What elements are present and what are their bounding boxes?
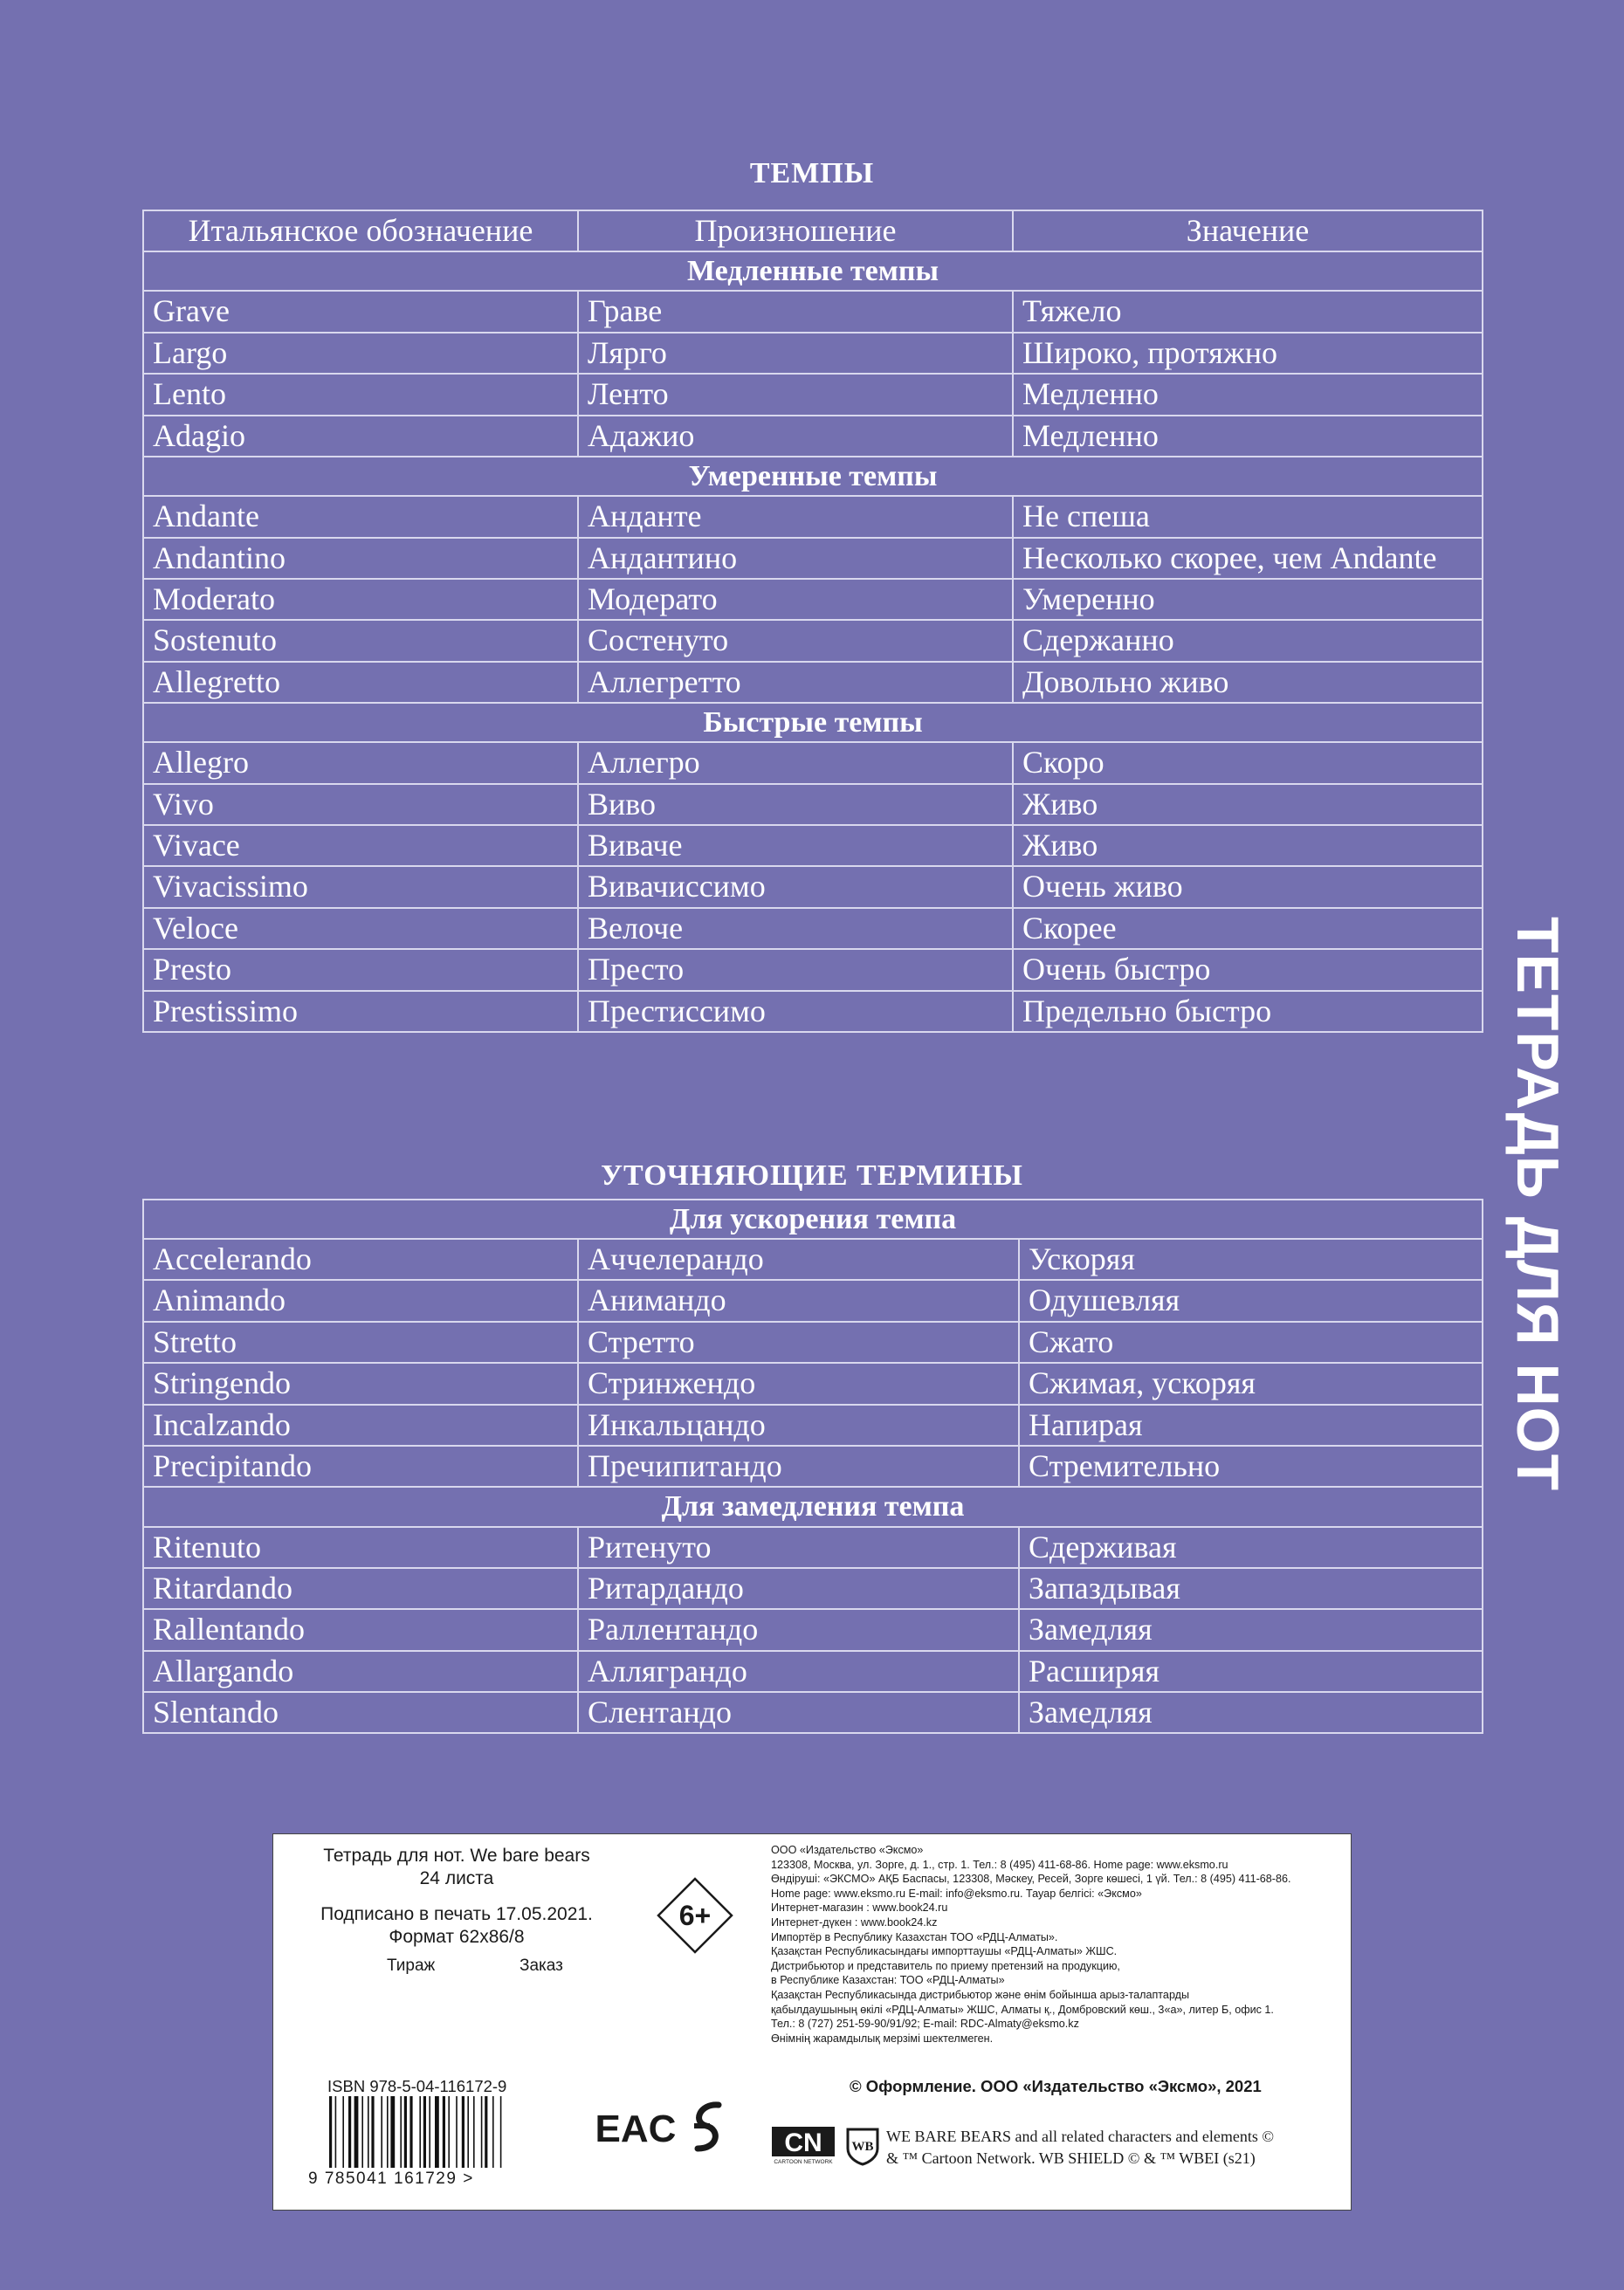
meaning: Сжимая, ускоряя	[1019, 1363, 1483, 1404]
pronunciation: Слентандо	[578, 1692, 1019, 1733]
copyright-line: © Оформление. ООО «Издательство «Эксмо», 2021	[850, 2077, 1262, 2095]
meaning: Скорее	[1013, 908, 1483, 949]
table-row	[143, 1651, 1483, 1692]
publisher-line: Қазақстан Республикасындағы импорттаушы «РДЦ-Алматы» ЖШС.	[771, 1945, 1118, 1958]
meaning: Сдерживая	[1019, 1527, 1483, 1568]
pronunciation: Состенуто	[578, 620, 1013, 661]
meaning: Стремительно	[1019, 1446, 1483, 1487]
license-line-1: WE BARE BEARS and all related characters and elements ©	[886, 2128, 1275, 2145]
table-row	[143, 579, 1483, 620]
terms-title: УТОЧНЯЮЩИЕ ТЕРМИНЫ	[601, 1159, 1023, 1192]
table-row	[143, 620, 1483, 661]
italian-term: Allegro	[143, 742, 578, 783]
tempos-table	[142, 210, 1483, 1033]
table-row	[143, 291, 1483, 332]
italian-term: Incalzando	[143, 1405, 578, 1446]
meaning: Одушевляя	[1019, 1280, 1483, 1321]
meaning: Ускоряя	[1019, 1239, 1483, 1280]
meaning: Напирая	[1019, 1405, 1483, 1446]
publisher-line: Интернет-дүкен : www.book24.kz	[771, 1916, 938, 1929]
pronunciation: Велоче	[578, 908, 1013, 949]
meaning: Довольно живо	[1013, 662, 1483, 703]
publisher-line: Өндіруші: «ЭКСМО» АҚБ Баспасы, 123308, Мәскеу, Ресей, Зорге көшесі, 1 үй. Тел.: 8 (495) 411-68-86.	[771, 1873, 1291, 1886]
eac-mark-icon	[595, 2098, 677, 2154]
pronunciation: Аччелерандо	[578, 1239, 1019, 1280]
group-heading: Медленные темпы	[143, 251, 1483, 291]
table-row	[143, 784, 1483, 825]
italian-term: Andante	[143, 496, 578, 537]
wb-shield-text: WB	[851, 2140, 874, 2154]
meaning: Широко, протяжно	[1013, 333, 1483, 374]
italian-term: Precipitando	[143, 1446, 578, 1487]
publisher-line: Қазақстан Республикасында дистрибьютор және өнім бойынша арыз-талаптарды	[771, 1989, 1190, 2002]
italian-term: Sostenuto	[143, 620, 578, 661]
table-row	[143, 496, 1483, 537]
group-row	[143, 703, 1483, 742]
italian-term: Moderato	[143, 579, 578, 620]
barcode-icon	[327, 2096, 554, 2180]
italian-term: Rallentando	[143, 1609, 578, 1650]
group-heading: Умеренные темпы	[143, 457, 1483, 496]
table-row	[143, 1527, 1483, 1568]
cn-logo-text: CN	[784, 2128, 822, 2157]
tirazh-label: Тираж	[387, 1956, 436, 1975]
italian-term: Lento	[143, 374, 578, 415]
cn-logo-sublabel: CARTOON NETWORK	[774, 2159, 833, 2165]
header-italian: Итальянское обозначение	[143, 210, 578, 251]
tempos-title: ТЕМПЫ	[749, 157, 875, 189]
publisher-line: Тел.: 8 (727) 251-59-90/91/92; E-mail: RDC-Almaty@eksmo.kz	[771, 2018, 1079, 2031]
meaning: Очень быстро	[1013, 949, 1483, 990]
barcode-number: 9 785041 161729 >	[308, 2170, 474, 2188]
pronunciation: Адажио	[578, 416, 1013, 457]
terms-table	[142, 1199, 1483, 1734]
italian-term: Veloce	[143, 908, 578, 949]
meaning: Замедляя	[1019, 1692, 1483, 1733]
table-row	[143, 825, 1483, 866]
cartoon-network-logo-icon	[771, 2126, 836, 2164]
italian-term: Slentando	[143, 1692, 578, 1733]
italian-term: Adagio	[143, 416, 578, 457]
meaning: Живо	[1013, 825, 1483, 866]
meaning: Умеренно	[1013, 579, 1483, 620]
pronunciation: Граве	[578, 291, 1013, 332]
italian-term: Andantino	[143, 538, 578, 579]
eac-mark-text: EAC	[595, 2108, 677, 2150]
group-row	[143, 1487, 1483, 1526]
italian-term: Accelerando	[143, 1239, 578, 1280]
signed-date: Подписано в печать 17.05.2021.	[320, 1903, 593, 1924]
pronunciation: Стринжендо	[578, 1363, 1019, 1404]
isbn: ISBN 978-5-04-116172-9	[327, 2077, 507, 2095]
publisher-line: Home page: www.eksmo.ru E-mail: info@eksmo.ru. Тауар белгісі: «Эксмо»	[771, 1887, 1142, 1900]
pronunciation: Пречипитандо	[578, 1446, 1019, 1487]
italian-term: Stretto	[143, 1322, 578, 1363]
italian-term: Grave	[143, 291, 578, 332]
table-row	[143, 1363, 1483, 1404]
table-row	[143, 866, 1483, 907]
italian-term: Vivacissimo	[143, 866, 578, 907]
table-row	[143, 908, 1483, 949]
publisher-line: Өнімнің жарамдылық мерзімі шектелмеген.	[771, 2032, 994, 2045]
italian-term: Vivo	[143, 784, 578, 825]
publisher-line: в Республике Казахстан: ТОО «РДЦ-Алматы»	[771, 1974, 1005, 1987]
italian-term: Animando	[143, 1280, 578, 1321]
table-row	[143, 538, 1483, 579]
group-heading: Для замедления темпа	[143, 1487, 1483, 1526]
wb-shield-icon	[844, 2126, 881, 2166]
meaning: Скоро	[1013, 742, 1483, 783]
meaning: Запаздывая	[1019, 1568, 1483, 1609]
table-row	[143, 1405, 1483, 1446]
italian-term: Ritenuto	[143, 1527, 578, 1568]
table-row	[143, 991, 1483, 1032]
italian-term: Prestissimo	[143, 991, 578, 1032]
pronunciation: Ленто	[578, 374, 1013, 415]
group-row	[143, 1200, 1483, 1239]
table-row	[143, 416, 1483, 457]
pronunciation: Аллягрaндо	[578, 1651, 1019, 1692]
table-row	[143, 1568, 1483, 1609]
spine-title: ТЕТРАДЬ ДЛЯ НОТ	[1504, 917, 1571, 1492]
publisher-line: Интернет-магазин : www.book24.ru	[771, 1901, 948, 1915]
pronunciation: Анимандо	[578, 1280, 1019, 1321]
meaning: Живо	[1013, 784, 1483, 825]
meaning: Сдержанно	[1013, 620, 1483, 661]
imprint-product-info	[317, 1845, 596, 1949]
table-row	[143, 1239, 1483, 1280]
header-meaning: Значение	[1013, 210, 1483, 251]
header-pronunciation: Произношение	[578, 210, 1013, 251]
age-rating: 6+	[678, 1900, 712, 1931]
meaning: Расширяя	[1019, 1651, 1483, 1692]
italian-term: Allegretto	[143, 662, 578, 703]
pronunciation: Вивачиссимо	[578, 866, 1013, 907]
table-row	[143, 374, 1483, 415]
publisher-line: ООО «Издательство «Эксмо»	[771, 1844, 924, 1856]
meaning: Медленно	[1013, 374, 1483, 415]
meaning: Не спеша	[1013, 496, 1483, 537]
pronunciation: Лярго	[578, 333, 1013, 374]
pronunciation: Виво	[578, 784, 1013, 825]
pronunciation: Инкальцандо	[578, 1405, 1019, 1446]
italian-term: Largo	[143, 333, 578, 374]
pronunciation: Ритардандо	[578, 1568, 1019, 1609]
pronunciation: Аллегретто	[578, 662, 1013, 703]
meaning: Несколько скорее, чем Andante	[1013, 538, 1483, 579]
product-name: Тетрадь для нот. We bare bears	[323, 1846, 590, 1866]
meaning: Медленно	[1013, 416, 1483, 457]
table-row	[143, 1692, 1483, 1733]
zakaz-label: Заказ	[520, 1956, 563, 1975]
pronunciation: Виваче	[578, 825, 1013, 866]
meaning: Очень живо	[1013, 866, 1483, 907]
pronunciation: Ритенуто	[578, 1527, 1019, 1568]
eksmo-logo-icon	[684, 2096, 736, 2157]
italian-term: Stringendo	[143, 1363, 578, 1404]
group-heading: Для ускорения темпа	[143, 1200, 1483, 1239]
publisher-line: Импортёр в Республику Казахстан ТОО «РДЦ-Алматы».	[771, 1930, 1058, 1943]
license-notice	[886, 2126, 1340, 2170]
publisher-line: Дистрибьютор и представитель по приему претензий на продукцию,	[771, 1959, 1120, 1972]
pronunciation: Андантино	[578, 538, 1013, 579]
pronunciation: Стретто	[578, 1322, 1019, 1363]
license-line-2: & ™ Cartoon Network. WB SHIELD © & ™ WBEI (s21)	[886, 2149, 1256, 2168]
publisher-line: қабылдаушының өкілі «РДЦ-Алматы» ЖШС, Алматы қ., Домбровский көш., 3«а», литер Б, офис 1.	[771, 2003, 1274, 2016]
pronunciation: Модерато	[578, 579, 1013, 620]
table-row	[143, 333, 1483, 374]
italian-term: Presto	[143, 949, 578, 990]
italian-term: Vivace	[143, 825, 578, 866]
pronunciation: Престиссимо	[578, 991, 1013, 1032]
pronunciation: Анданте	[578, 496, 1013, 537]
paper-format: Формат 62х86/8	[389, 1926, 525, 1947]
tempos-header-row	[143, 210, 1483, 251]
pronunciation: Раллентандо	[578, 1609, 1019, 1650]
meaning: Тяжело	[1013, 291, 1483, 332]
publisher-line: 123308, Москва, ул. Зорге, д. 1., стр. 1. Тел.: 8 (495) 411-68-86. Home page: www.eksmo.ru	[771, 1858, 1228, 1871]
group-row	[143, 457, 1483, 496]
table-row	[143, 1609, 1483, 1650]
italian-term: Allargando	[143, 1651, 578, 1692]
table-row	[143, 949, 1483, 990]
table-row	[143, 1280, 1483, 1321]
table-row	[143, 742, 1483, 783]
group-row	[143, 251, 1483, 291]
group-heading: Быстрые темпы	[143, 703, 1483, 742]
pronunciation: Аллегро	[578, 742, 1013, 783]
italian-term: Ritardando	[143, 1568, 578, 1609]
imprint-box	[272, 1833, 1352, 2211]
table-row	[143, 1322, 1483, 1363]
meaning: Замедляя	[1019, 1609, 1483, 1650]
pronunciation: Престо	[578, 949, 1013, 990]
sheet-count: 24 листа	[419, 1868, 494, 1889]
meaning: Предельно быстро	[1013, 991, 1483, 1032]
publisher-info	[771, 1843, 1330, 2046]
table-row	[143, 1446, 1483, 1487]
meaning: Сжато	[1019, 1322, 1483, 1363]
table-row	[143, 662, 1483, 703]
